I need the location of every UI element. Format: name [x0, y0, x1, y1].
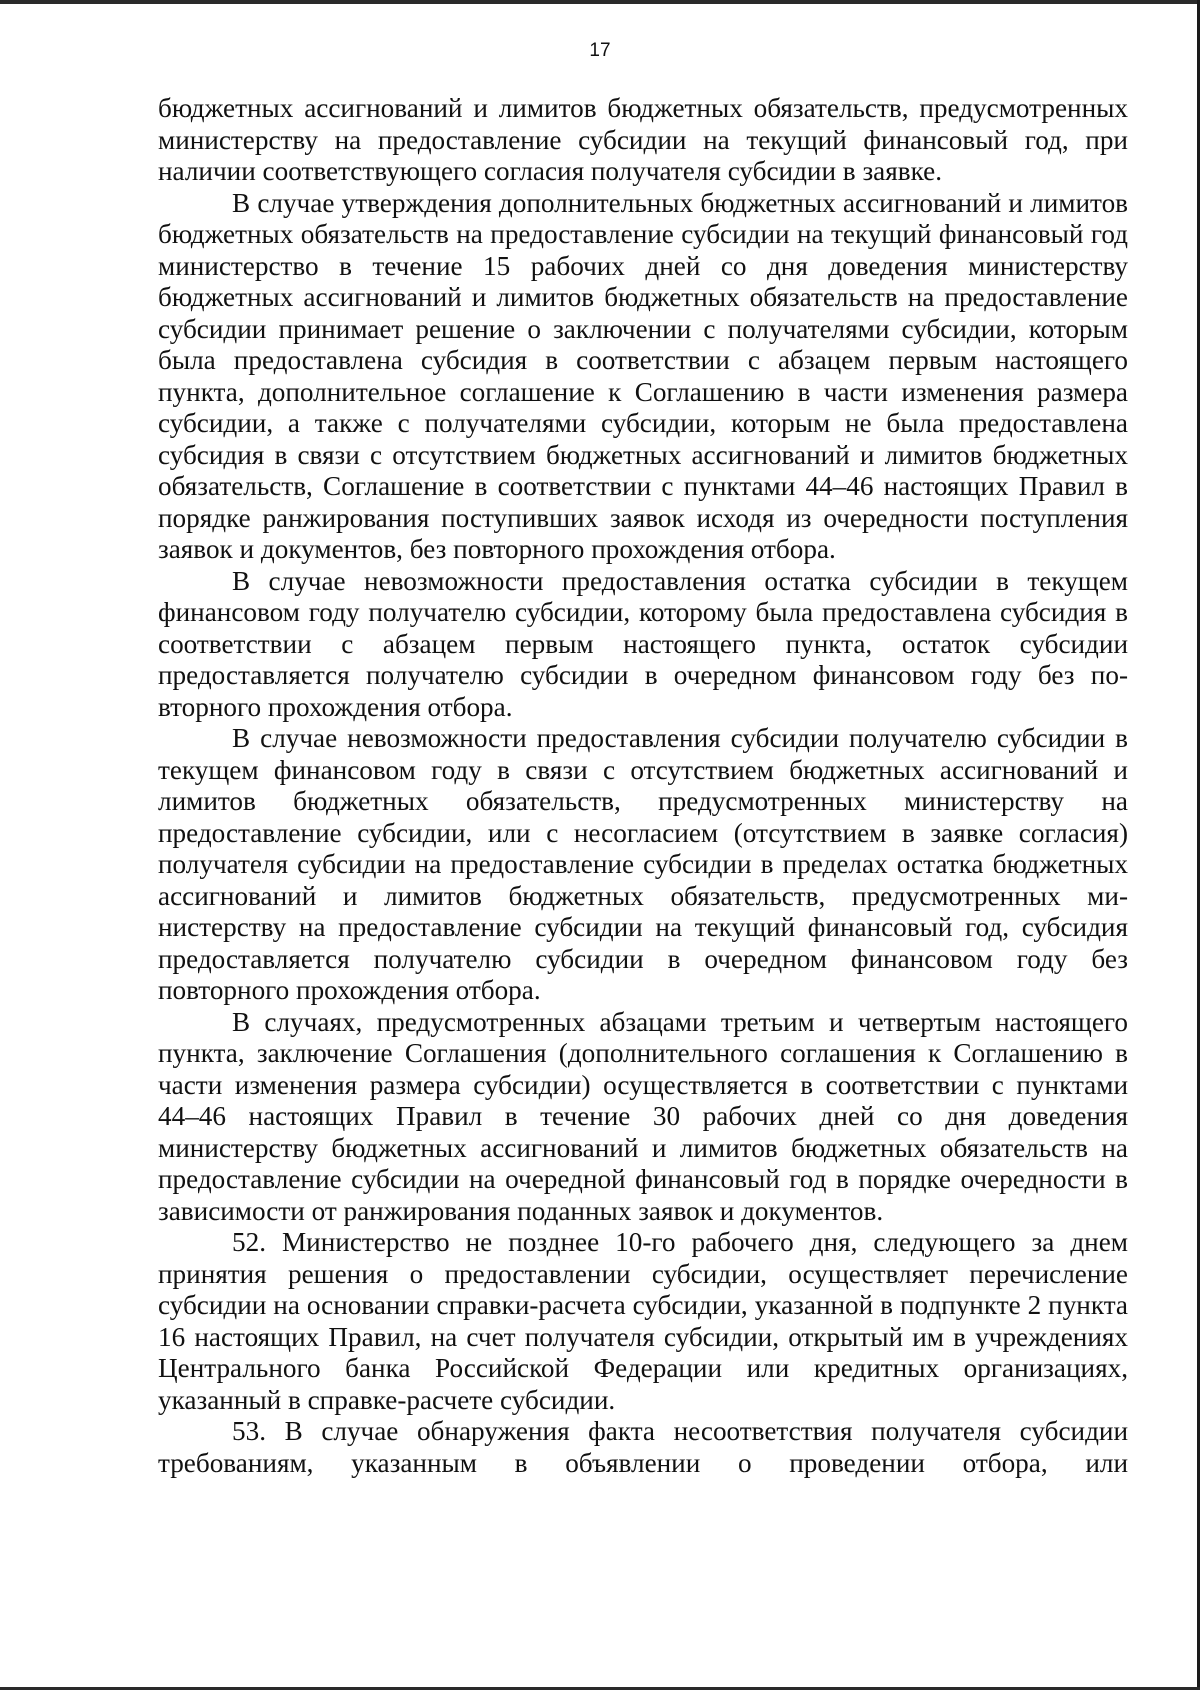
paragraph-item-52: 52. Министерство не позднее 10-го рабочего дня, следующего за днем принятия решения о предоставлении субсидии, осуществляет перечисление субсидии на основании справки-расчета субсидии, указанной в подпункте 2 пункта 16 настоящих Правил, на счет получателя субсидии, открытый им в учреждениях Центрального банка Российской Федерации или кредитных организациях, указанный в справке-расчете субсидии. [158, 1227, 1128, 1415]
paragraph-continuation: бюджетных ассигнований и лимитов бюджетных обязательств, предусмотренных министерству на предоставление субсидии на текущий финансовый год, при наличии соответствующего согласия получателя субсидии в заявке. [158, 93, 1128, 186]
paragraph-impossibility-current-year: В случае невозможности предоставления субсидии получателю субсидии в текущем финансовом году в связи с отсутствием бюджетных ассигнований и лимитов бюджетных обязательств, предусмотренных министерству на предоставление субсидии, или с несогласием (отсутствием в заявке согласия) получателя субсидии на предоставление субсидии в пределах остатка бюджетных ассигнований и лимитов бюджетных обязательств, предусмотренных министерству на предоставление субсидии на текущий финансовый год, субсидия предоставляется получателю субсидии в очередном финансовом году без повторного прохождения отбора. [158, 723, 1128, 1005]
paragraph-agreement-conclusion: В случаях, предусмотренных абзацами третьим и четвертым настоящего пункта, заключение Соглашения (дополнительного соглашения к Соглашению в части изменения размера субсидии) осуществляется в соответствии с пунктами 44–46 настоящих Правил в течение 30 рабочих дней со дня доведения министерству бюджетных ассигнований и лимитов бюджетных обязательств на предоставление субсидии на очередной финансовый год в порядке очередности в зависимости от ранжирования поданных заявок и документов. [158, 1006, 1128, 1226]
paragraph-remainder-next-year: В случае невозможности предоставления остатка субсидии в текущем финансовом году получателю субсидии, которому была предоставлена субсидия в соответствии с абзацем первым настоящего пункта, остаток субсидии предоставляется получателю субсидии в очередном финансовом году без повторного прохождения отбора. [158, 565, 1128, 722]
paragraph-item-53: 53. В случае обнаружения факта несоответствия получателя субсидии требованиям, указанным в объявлении о проведении отбора, или [158, 1416, 1128, 1478]
document-body [158, 93, 1128, 1479]
paragraph-additional-allocations: В случае утверждения дополнительных бюджетных ассигнований и лимитов бюджетных обязательств на предоставление субсидии на текущий финансовый год министерство в течение 15 рабочих дней со дня доведения министерству бюджетных ассигнований и лимитов бюджетных обязательств на предоставление субсидии принимает решение о заключении с получателями субсидии, которым была предоставлена субсидия в соответствии с абзацем первым настоящего пункта, дополнительное соглашение к Соглашению в части изменения размера субсидии, а также с получателями субсидии, которым не была предоставлена субсидия в связи с отсутствием бюджетных ассигнований и лимитов бюджетных обязательств, Соглашение в соответствии с пунктами 44–46 настоящих Правил в порядке ранжирования поступивших заявок исходя из очередности поступления заявок и документов, без повторного прохождения отбора. [158, 187, 1128, 564]
scan-edge-top [0, 0, 1200, 4]
page-number: 17 [589, 40, 611, 61]
